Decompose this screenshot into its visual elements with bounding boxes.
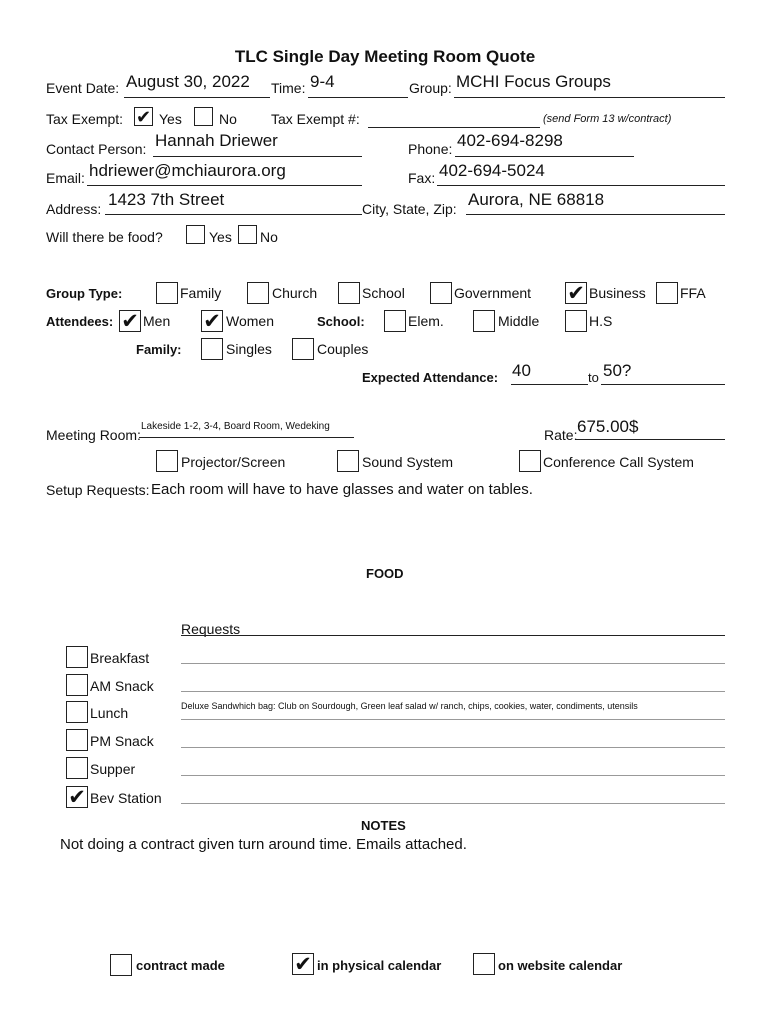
expected-to-line [601,384,725,385]
bev-station-request-field[interactable] [181,803,725,804]
requests-label: Requests [181,621,241,637]
notes-field[interactable]: Not doing a contract given turn around time. Emails attached. [60,836,467,853]
tax-exempt-number-field[interactable] [368,127,540,128]
phone-line [455,156,634,157]
physical-calendar-checkbox[interactable]: ✔ [292,953,314,975]
rate-field[interactable]: 675.00$ [577,417,639,436]
breakfast-request-field[interactable] [181,663,725,664]
school-elem-checkbox[interactable] [384,310,406,332]
city-state-zip-line [466,214,725,215]
fax-label: Fax: [408,170,436,186]
sound-system-checkbox[interactable] [337,450,359,472]
attendees-women-checkbox[interactable]: ✔ [201,310,223,332]
physical-calendar-label: in physical calendar [317,958,442,973]
group-type-government-label: Government [454,285,532,301]
contact-person-label: Contact Person: [46,141,147,157]
supper-checkbox[interactable] [66,757,88,779]
school-label: School: [317,314,365,329]
supper-request-field[interactable] [181,775,725,776]
event-date-line [124,97,270,98]
notes-heading: NOTES [361,818,406,833]
group-type-business-checkbox[interactable]: ✔ [565,282,587,304]
family-couples-label: Couples [317,341,369,357]
fax-field[interactable]: 402-694-5024 [439,161,545,180]
phone-field[interactable]: 402-694-8298 [457,131,563,150]
attendees-men-label: Men [143,313,171,329]
group-type-school-label: School [362,285,405,301]
tax-form-note: (send Form 13 w/contract) [543,113,672,125]
rate-label: Rate: [544,427,578,443]
am-snack-label: AM Snack [90,678,154,694]
requests-header-line [181,635,725,636]
lunch-label: Lunch [90,705,129,721]
address-label: Address: [46,201,102,217]
setup-requests-field[interactable]: Each room will have to have glasses and water on tables. [151,481,533,498]
address-line [105,214,362,215]
time-line [308,97,408,98]
meeting-room-label: Meeting Room: [46,427,141,443]
email-label: Email: [46,170,85,186]
sound-system-label: Sound System [362,454,454,470]
group-type-school-checkbox[interactable] [338,282,360,304]
tax-exempt-yes-checkbox[interactable]: ✔ [135,107,152,127]
contact-person-field[interactable]: Hannah Driewer [155,131,278,150]
group-type-family-checkbox[interactable] [156,282,178,304]
expected-to-label: to [588,370,599,385]
conference-call-label: Conference Call System [543,454,694,470]
contract-made-label: contract made [136,958,225,973]
bev-station-checkbox[interactable]: ✔ [66,786,88,808]
food-no-checkbox[interactable] [238,225,257,244]
am-snack-checkbox[interactable] [66,674,88,696]
event-date-label: Event Date: [46,80,120,96]
supper-label: Supper [90,761,136,777]
email-line [87,185,362,186]
city-state-zip-field[interactable]: Aurora, NE 68818 [468,190,605,209]
phone-label: Phone: [408,141,453,157]
expected-from-line [511,384,588,385]
group-type-business-label: Business [589,285,646,301]
event-date-field[interactable]: August 30, 2022 [126,72,250,91]
attendees-men-checkbox[interactable]: ✔ [119,310,141,332]
family-singles-label: Singles [226,341,272,357]
group-type-ffa-checkbox[interactable] [656,282,678,304]
projector-label: Projector/Screen [181,454,286,470]
group-type-family-label: Family [180,285,222,301]
family-couples-checkbox[interactable] [292,338,314,360]
attendees-label: Attendees: [46,314,114,329]
tax-exempt-yes-label: Yes [159,111,182,127]
pm-snack-request-field[interactable] [181,747,725,748]
contract-made-checkbox[interactable] [110,954,132,976]
tax-exempt-no-checkbox[interactable] [194,107,213,126]
expected-from-field[interactable]: 40 [512,361,531,380]
food-heading: FOOD [366,566,404,581]
setup-requests-label: Setup Requests: [46,482,150,498]
group-label: Group: [409,80,452,96]
expected-attendance-label: Expected Attendance: [362,370,499,385]
family-label: Family: [136,342,182,357]
group-type-church-checkbox[interactable] [247,282,269,304]
page-title: TLC Single Day Meeting Room Quote [234,47,536,66]
school-hs-checkbox[interactable] [565,310,587,332]
projector-checkbox[interactable] [156,450,178,472]
family-singles-checkbox[interactable] [201,338,223,360]
group-type-church-label: Church [272,285,318,301]
conference-call-checkbox[interactable] [519,450,541,472]
school-elem-label: Elem. [408,313,444,329]
email-field[interactable]: hdriewer@mchiaurora.org [89,161,286,180]
lunch-request-line [181,719,725,720]
group-field[interactable]: MCHI Focus Groups [456,72,611,91]
tax-exempt-number-label: Tax Exempt #: [271,111,360,127]
rate-line [576,439,725,440]
food-question-label: Will there be food? [46,229,163,245]
group-type-government-checkbox[interactable] [430,282,452,304]
contact-person-line [153,156,362,157]
school-middle-label: Middle [498,313,540,329]
meeting-room-line [139,437,354,438]
attendees-women-label: Women [226,313,274,329]
tax-exempt-label: Tax Exempt: [46,111,124,127]
pm-snack-checkbox[interactable] [66,729,88,751]
school-hs-label: H.S [589,313,613,329]
group-type-ffa-label: FFA [680,285,706,301]
time-field[interactable]: 9-4 [310,72,335,91]
breakfast-checkbox[interactable] [66,646,88,668]
address-field[interactable]: 1423 7th Street [108,190,225,209]
food-yes-label: Yes [209,229,232,245]
fax-line [437,185,725,186]
food-no-label: No [260,229,278,245]
food-yes-checkbox[interactable] [186,225,205,244]
breakfast-label: Breakfast [90,650,150,666]
time-label: Time: [271,80,306,96]
group-line [454,97,725,98]
meeting-room-field[interactable]: Lakeside 1-2, 3-4, Board Room, Wedeking [141,421,330,432]
am-snack-request-field[interactable] [181,691,725,692]
website-calendar-label: on website calendar [498,958,623,973]
website-calendar-checkbox[interactable] [473,953,495,975]
pm-snack-label: PM Snack [90,733,154,749]
group-type-label: Group Type: [46,286,123,301]
tax-exempt-no-label: No [219,111,237,127]
bev-station-label: Bev Station [90,790,162,806]
school-middle-checkbox[interactable] [473,310,495,332]
expected-to-field[interactable]: 50? [603,361,632,380]
city-state-zip-label: City, State, Zip: [362,201,457,217]
lunch-request-field[interactable]: Deluxe Sandwhich bag: Club on Sourdough, Green leaf salad w/ ranch, chips, cookies, water, condiments, utensils [181,701,638,711]
lunch-checkbox[interactable] [66,701,88,723]
